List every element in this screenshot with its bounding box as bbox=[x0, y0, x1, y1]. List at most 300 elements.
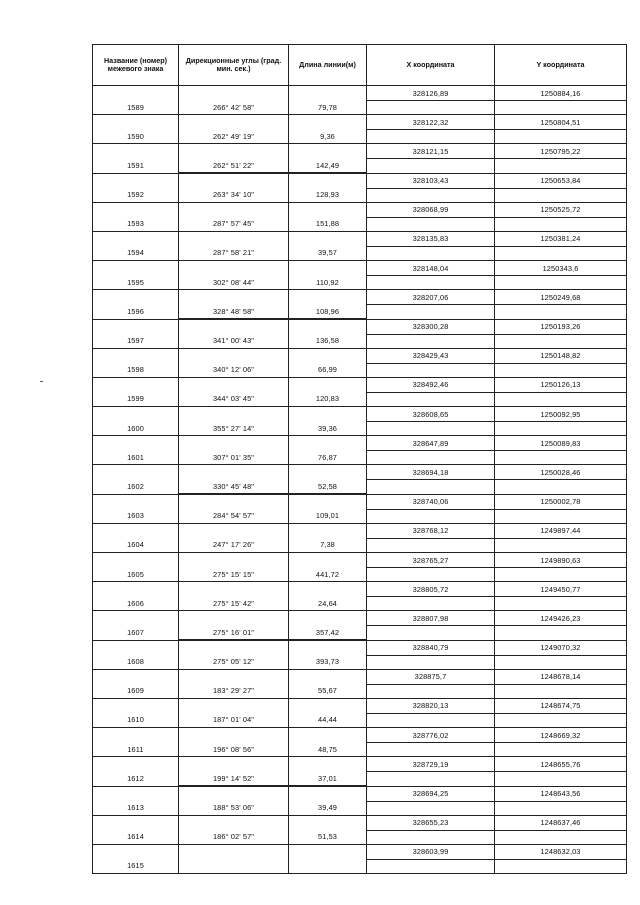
y-coordinate-column-cell bbox=[495, 465, 627, 494]
angle-column-cell bbox=[179, 144, 289, 173]
angle-cell: 247° 17' 26" bbox=[179, 538, 288, 553]
angle-cell: 266° 42' 58" bbox=[179, 100, 288, 115]
length-cell: 9,36 bbox=[289, 129, 366, 144]
table-row bbox=[93, 523, 627, 552]
length-column-cell bbox=[289, 290, 367, 319]
length-column-cell bbox=[289, 523, 367, 552]
point-name-cell: 1609 bbox=[127, 686, 144, 696]
y-coordinate-column-cell bbox=[495, 611, 627, 640]
x-coordinate-column-cell bbox=[367, 115, 495, 144]
table-row bbox=[93, 465, 627, 494]
angle-cell: 328° 48' 58" bbox=[179, 304, 288, 319]
y-coordinate-column-cell bbox=[495, 844, 627, 873]
y-coordinate-column-cell bbox=[495, 523, 627, 552]
point-name-column-cell bbox=[93, 436, 179, 465]
header-name: Название (номер) межевого знака bbox=[93, 45, 179, 86]
point-name-column-cell bbox=[93, 377, 179, 406]
length-cell: 109,01 bbox=[289, 509, 366, 524]
x-coordinate-cell: 328148,04 bbox=[367, 261, 494, 276]
point-name-cell: 1612 bbox=[127, 773, 144, 783]
x-coordinate-column-cell bbox=[367, 290, 495, 319]
x-coordinate-cell: 328875,7 bbox=[367, 670, 494, 685]
x-coordinate-cell: 328805,72 bbox=[367, 582, 494, 597]
point-name-cell: 1600 bbox=[127, 423, 144, 433]
angle-cell: 287° 57' 45" bbox=[179, 217, 288, 232]
table-row bbox=[93, 611, 627, 640]
y-coordinate-column-cell bbox=[495, 173, 627, 202]
angle-column-cell bbox=[179, 348, 289, 377]
x-coordinate-column-cell bbox=[367, 728, 495, 757]
point-name-column-cell bbox=[93, 669, 179, 698]
y-coordinate-column-cell bbox=[495, 786, 627, 815]
length-column-cell bbox=[289, 815, 367, 844]
x-coordinate-cell: 328122,32 bbox=[367, 115, 494, 130]
angle-column-cell bbox=[179, 465, 289, 494]
angle-column-cell bbox=[179, 728, 289, 757]
point-name-cell: 1608 bbox=[127, 657, 144, 667]
point-name-cell: 1613 bbox=[127, 803, 144, 812]
point-name-column-cell bbox=[93, 202, 179, 231]
angle-cell: 287° 58' 21" bbox=[179, 246, 288, 261]
point-name-cell: 1589 bbox=[127, 102, 144, 112]
angle-cell: 188° 53' 06" bbox=[179, 801, 288, 816]
y-coordinate-column-cell bbox=[495, 669, 627, 698]
x-coordinate-cell: 328492,46 bbox=[367, 378, 494, 393]
point-name-cell: 1594 bbox=[127, 248, 144, 258]
x-coordinate-cell: 328694,18 bbox=[367, 465, 494, 480]
angle-cell: 262° 49' 19" bbox=[179, 129, 288, 144]
length-column-cell bbox=[289, 844, 367, 873]
point-name-cell: 1615 bbox=[127, 861, 144, 871]
angle-cell: 275° 05' 12" bbox=[179, 655, 288, 670]
point-name-column-cell bbox=[93, 611, 179, 640]
table-row bbox=[93, 407, 627, 436]
length-column-cell bbox=[289, 640, 367, 669]
y-coordinate-cell: 1248674,75 bbox=[495, 699, 626, 714]
x-coordinate-column-cell bbox=[367, 786, 495, 815]
angle-cell: 330° 45' 48" bbox=[179, 479, 288, 494]
y-coordinate-column-cell bbox=[495, 319, 627, 348]
y-coordinate-column-cell bbox=[495, 815, 627, 844]
table-row bbox=[93, 844, 627, 873]
x-coordinate-column-cell bbox=[367, 348, 495, 377]
y-coordinate-column-cell bbox=[495, 553, 627, 582]
length-cell: 120,83 bbox=[289, 392, 366, 407]
length-column-cell bbox=[289, 728, 367, 757]
x-coordinate-column-cell bbox=[367, 757, 495, 786]
angle-cell: 275° 15' 42" bbox=[179, 596, 288, 611]
point-name-cell: 1591 bbox=[127, 160, 144, 170]
y-coordinate-column-cell bbox=[495, 728, 627, 757]
point-name-column-cell bbox=[93, 290, 179, 319]
header-y: Y координата bbox=[495, 45, 627, 86]
angle-column-cell bbox=[179, 786, 289, 815]
length-column-cell bbox=[289, 582, 367, 611]
x-coordinate-column-cell bbox=[367, 844, 495, 873]
y-coordinate-cell: 1248669,32 bbox=[495, 728, 626, 743]
point-name-cell: 1598 bbox=[127, 365, 144, 375]
angle-column-cell bbox=[179, 582, 289, 611]
x-coordinate-cell: 328300,28 bbox=[367, 320, 494, 335]
length-cell: 51,53 bbox=[289, 830, 366, 845]
angle-cell: 344° 03' 45" bbox=[179, 392, 288, 407]
x-coordinate-cell: 328655,23 bbox=[367, 816, 494, 831]
x-coordinate-cell: 328126,89 bbox=[367, 86, 494, 101]
point-name-cell: 1596 bbox=[127, 306, 144, 316]
y-coordinate-column-cell bbox=[495, 86, 627, 115]
table-row bbox=[93, 728, 627, 757]
x-coordinate-column-cell bbox=[367, 815, 495, 844]
point-name-column-cell bbox=[93, 465, 179, 494]
x-coordinate-cell: 328765,27 bbox=[367, 553, 494, 568]
y-coordinate-cell: 1248632,03 bbox=[495, 845, 626, 860]
x-coordinate-column-cell bbox=[367, 173, 495, 202]
length-column-cell bbox=[289, 261, 367, 290]
point-name-column-cell bbox=[93, 728, 179, 757]
y-coordinate-cell: 1250092,95 bbox=[495, 407, 626, 422]
length-column-cell bbox=[289, 173, 367, 202]
table-body bbox=[93, 86, 627, 874]
angle-column-cell bbox=[179, 290, 289, 319]
length-column-cell bbox=[289, 231, 367, 260]
table-row bbox=[93, 348, 627, 377]
angle-column-cell bbox=[179, 261, 289, 290]
angle-cell: 307° 01' 35" bbox=[179, 450, 288, 465]
x-coordinate-column-cell bbox=[367, 465, 495, 494]
point-name-column-cell bbox=[93, 757, 179, 786]
angle-cell: 199° 14' 52" bbox=[179, 771, 288, 786]
point-name-column-cell bbox=[93, 640, 179, 669]
coordinates-document bbox=[92, 44, 626, 874]
y-coordinate-cell: 1249897,44 bbox=[495, 524, 626, 539]
length-column-cell bbox=[289, 86, 367, 115]
angle-column-cell bbox=[179, 231, 289, 260]
point-name-column-cell bbox=[93, 582, 179, 611]
x-coordinate-column-cell bbox=[367, 640, 495, 669]
length-cell: 76,87 bbox=[289, 450, 366, 465]
y-coordinate-column-cell bbox=[495, 290, 627, 319]
point-name-cell: 1606 bbox=[127, 598, 144, 608]
y-coordinate-cell: 1250884,16 bbox=[495, 86, 626, 101]
point-name-cell: 1607 bbox=[127, 627, 144, 637]
y-coordinate-cell: 1248637,46 bbox=[495, 816, 626, 831]
x-coordinate-cell: 328603,99 bbox=[367, 845, 494, 860]
angle-cell: 302° 08' 44" bbox=[179, 275, 288, 290]
length-cell: 142,49 bbox=[289, 158, 366, 173]
angle-cell: 187° 01' 04" bbox=[179, 713, 288, 728]
point-name-column-cell bbox=[93, 144, 179, 173]
y-coordinate-column-cell bbox=[495, 757, 627, 786]
point-name-column-cell bbox=[93, 319, 179, 348]
table-row bbox=[93, 582, 627, 611]
length-cell: 110,92 bbox=[289, 275, 366, 290]
header-length: Длина линии(м) bbox=[289, 45, 367, 86]
length-column-cell bbox=[289, 115, 367, 144]
y-coordinate-cell: 1250126,13 bbox=[495, 378, 626, 393]
table-row bbox=[93, 436, 627, 465]
x-coordinate-column-cell bbox=[367, 523, 495, 552]
x-coordinate-cell: 328647,89 bbox=[367, 436, 494, 451]
y-coordinate-column-cell bbox=[495, 436, 627, 465]
x-coordinate-column-cell bbox=[367, 582, 495, 611]
length-column-cell bbox=[289, 494, 367, 523]
length-column-cell bbox=[289, 348, 367, 377]
x-coordinate-column-cell bbox=[367, 86, 495, 115]
point-name-column-cell bbox=[93, 844, 179, 873]
y-coordinate-column-cell bbox=[495, 348, 627, 377]
length-cell: 7,38 bbox=[289, 538, 366, 553]
angle-column-cell bbox=[179, 611, 289, 640]
length-column-cell bbox=[289, 786, 367, 815]
point-name-cell: 1602 bbox=[127, 481, 144, 491]
y-coordinate-column-cell bbox=[495, 582, 627, 611]
angle-column-cell bbox=[179, 523, 289, 552]
x-coordinate-cell: 328840,79 bbox=[367, 641, 494, 656]
length-column-cell bbox=[289, 757, 367, 786]
point-name-column-cell bbox=[93, 173, 179, 202]
x-coordinate-column-cell bbox=[367, 261, 495, 290]
x-coordinate-cell: 328135,83 bbox=[367, 232, 494, 247]
angle-cell: 355° 27' 14" bbox=[179, 421, 288, 436]
x-coordinate-cell: 328207,06 bbox=[367, 290, 494, 305]
length-cell: 39,36 bbox=[289, 421, 366, 436]
point-name-column-cell bbox=[93, 698, 179, 727]
y-coordinate-cell: 1250193,26 bbox=[495, 320, 626, 335]
table-header-row bbox=[93, 45, 627, 86]
angle-cell: 263° 34' 10" bbox=[179, 188, 288, 203]
x-coordinate-cell: 328729,19 bbox=[367, 757, 494, 772]
point-name-cell: 1599 bbox=[127, 394, 144, 404]
length-cell: 52,58 bbox=[289, 479, 366, 494]
length-cell: 357,42 bbox=[289, 625, 366, 640]
table-row bbox=[93, 698, 627, 727]
y-coordinate-cell: 1250343,6 bbox=[495, 261, 626, 276]
x-coordinate-column-cell bbox=[367, 319, 495, 348]
x-coordinate-cell: 328121,15 bbox=[367, 144, 494, 159]
x-coordinate-cell: 328103,43 bbox=[367, 174, 494, 189]
table-row bbox=[93, 202, 627, 231]
y-coordinate-cell: 1250148,82 bbox=[495, 349, 626, 364]
x-coordinate-column-cell bbox=[367, 202, 495, 231]
length-cell: 55,67 bbox=[289, 684, 366, 699]
y-coordinate-cell: 1250028,46 bbox=[495, 465, 626, 480]
y-coordinate-cell: 1250795,22 bbox=[495, 144, 626, 159]
point-name-cell: 1593 bbox=[127, 219, 144, 229]
angle-cell: 275° 15' 15" bbox=[179, 567, 288, 582]
angle-column-cell bbox=[179, 553, 289, 582]
angle-cell: 275° 16' 01" bbox=[179, 625, 288, 640]
length-cell: 24,64 bbox=[289, 596, 366, 611]
table-row bbox=[93, 553, 627, 582]
y-coordinate-column-cell bbox=[495, 144, 627, 173]
x-coordinate-column-cell bbox=[367, 407, 495, 436]
length-cell: 48,75 bbox=[289, 742, 366, 757]
y-coordinate-cell: 1248655,76 bbox=[495, 757, 626, 772]
x-coordinate-column-cell bbox=[367, 144, 495, 173]
x-coordinate-cell: 328608,65 bbox=[367, 407, 494, 422]
angle-column-cell bbox=[179, 407, 289, 436]
table-row bbox=[93, 290, 627, 319]
point-name-cell: 1611 bbox=[127, 744, 144, 754]
point-name-column-cell bbox=[93, 523, 179, 552]
x-coordinate-column-cell bbox=[367, 669, 495, 698]
x-coordinate-column-cell bbox=[367, 377, 495, 406]
table-row bbox=[93, 786, 627, 815]
length-column-cell bbox=[289, 611, 367, 640]
point-name-cell: 1597 bbox=[127, 336, 144, 345]
length-column-cell bbox=[289, 144, 367, 173]
length-cell: 39,57 bbox=[289, 246, 366, 261]
point-name-column-cell bbox=[93, 115, 179, 144]
x-coordinate-column-cell bbox=[367, 553, 495, 582]
length-cell: 393,73 bbox=[289, 655, 366, 670]
angle-cell: 183° 29' 27" bbox=[179, 684, 288, 699]
angle-column-cell bbox=[179, 844, 289, 873]
angle-column-cell bbox=[179, 202, 289, 231]
y-coordinate-cell: 1250381,24 bbox=[495, 232, 626, 247]
y-coordinate-column-cell bbox=[495, 261, 627, 290]
y-coordinate-cell: 1250002,78 bbox=[495, 495, 626, 510]
point-name-cell: 1601 bbox=[127, 452, 144, 462]
angle-column-cell bbox=[179, 494, 289, 523]
x-coordinate-column-cell bbox=[367, 698, 495, 727]
angle-cell: 341° 00' 43" bbox=[179, 334, 288, 349]
point-name-cell: 1590 bbox=[127, 131, 144, 141]
table-row bbox=[93, 261, 627, 290]
point-name-column-cell bbox=[93, 407, 179, 436]
table-row bbox=[93, 757, 627, 786]
point-name-column-cell bbox=[93, 553, 179, 582]
y-coordinate-cell: 1250525,72 bbox=[495, 203, 626, 218]
length-column-cell bbox=[289, 698, 367, 727]
x-coordinate-cell: 328776,02 bbox=[367, 728, 494, 743]
length-cell: 136,58 bbox=[289, 334, 366, 349]
y-coordinate-column-cell bbox=[495, 640, 627, 669]
angle-column-cell bbox=[179, 669, 289, 698]
y-coordinate-cell: 1250653,84 bbox=[495, 174, 626, 189]
table-row bbox=[93, 319, 627, 348]
length-column-cell bbox=[289, 319, 367, 348]
header-angle: Дирекционные углы (град. мин. сек.) bbox=[179, 45, 289, 86]
angle-cell: 262° 51' 22" bbox=[179, 158, 288, 173]
x-coordinate-cell: 328807,98 bbox=[367, 611, 494, 626]
angle-column-cell bbox=[179, 319, 289, 348]
x-coordinate-column-cell bbox=[367, 611, 495, 640]
x-coordinate-column-cell bbox=[367, 494, 495, 523]
point-name-cell: 1592 bbox=[127, 190, 144, 200]
y-coordinate-cell: 1249426,23 bbox=[495, 611, 626, 626]
y-coordinate-cell: 1249450,77 bbox=[495, 582, 626, 597]
table-row bbox=[93, 173, 627, 202]
x-coordinate-cell: 328068,99 bbox=[367, 203, 494, 218]
angle-column-cell bbox=[179, 640, 289, 669]
length-column-cell bbox=[289, 669, 367, 698]
angle-cell: 196° 08' 56" bbox=[179, 742, 288, 757]
angle-column-cell bbox=[179, 377, 289, 406]
y-coordinate-cell: 1249890,63 bbox=[495, 553, 626, 568]
length-column-cell bbox=[289, 465, 367, 494]
length-cell: 39,49 bbox=[289, 801, 366, 816]
length-column-cell bbox=[289, 202, 367, 231]
angle-column-cell bbox=[179, 698, 289, 727]
length-column-cell bbox=[289, 436, 367, 465]
table-row bbox=[93, 640, 627, 669]
coordinates-table bbox=[92, 44, 627, 874]
y-coordinate-cell: 1250249,68 bbox=[495, 290, 626, 305]
length-cell: 108,96 bbox=[289, 304, 366, 319]
point-name-cell: 1595 bbox=[127, 277, 144, 287]
angle-column-cell bbox=[179, 173, 289, 202]
scan-speck bbox=[40, 381, 43, 382]
y-coordinate-cell: 1249070,32 bbox=[495, 641, 626, 656]
table-row bbox=[93, 377, 627, 406]
angle-cell: 186° 02' 57" bbox=[179, 830, 288, 845]
x-coordinate-cell: 328820,13 bbox=[367, 699, 494, 714]
y-coordinate-cell: 1250804,51 bbox=[495, 115, 626, 130]
y-coordinate-column-cell bbox=[495, 698, 627, 727]
length-cell: 151,88 bbox=[289, 217, 366, 232]
length-cell: 66,99 bbox=[289, 363, 366, 378]
point-name-cell: 1605 bbox=[127, 569, 144, 579]
y-coordinate-cell: 1248643,56 bbox=[495, 787, 626, 802]
y-coordinate-column-cell bbox=[495, 377, 627, 406]
x-coordinate-column-cell bbox=[367, 231, 495, 260]
length-cell: 44,44 bbox=[289, 713, 366, 728]
x-coordinate-cell: 328694,25 bbox=[367, 787, 494, 802]
x-coordinate-cell: 328740,06 bbox=[367, 495, 494, 510]
length-column-cell bbox=[289, 553, 367, 582]
table-row bbox=[93, 86, 627, 115]
point-name-column-cell bbox=[93, 786, 179, 815]
table-row bbox=[93, 115, 627, 144]
x-coordinate-cell: 328429,43 bbox=[367, 349, 494, 364]
y-coordinate-column-cell bbox=[495, 202, 627, 231]
x-coordinate-cell: 328768,12 bbox=[367, 524, 494, 539]
y-coordinate-column-cell bbox=[495, 231, 627, 260]
point-name-cell: 1604 bbox=[127, 540, 144, 550]
length-cell: 79,78 bbox=[289, 100, 366, 115]
table-row bbox=[93, 494, 627, 523]
table-row bbox=[93, 669, 627, 698]
angle-column-cell bbox=[179, 115, 289, 144]
point-name-column-cell bbox=[93, 261, 179, 290]
length-column-cell bbox=[289, 407, 367, 436]
y-coordinate-cell: 1248678,14 bbox=[495, 670, 626, 685]
x-coordinate-column-cell bbox=[367, 436, 495, 465]
length-cell: 441,72 bbox=[289, 567, 366, 582]
point-name-column-cell bbox=[93, 86, 179, 115]
y-coordinate-column-cell bbox=[495, 407, 627, 436]
table-row bbox=[93, 231, 627, 260]
length-cell: 128,93 bbox=[289, 188, 366, 203]
y-coordinate-column-cell bbox=[495, 115, 627, 144]
header-x: X координата bbox=[367, 45, 495, 86]
y-coordinate-cell: 1250089,83 bbox=[495, 436, 626, 451]
angle-cell: 340° 12' 06" bbox=[179, 363, 288, 378]
point-name-column-cell bbox=[93, 231, 179, 260]
angle-column-cell bbox=[179, 86, 289, 115]
angle-column-cell bbox=[179, 436, 289, 465]
point-name-cell: 1603 bbox=[127, 511, 144, 521]
point-name-column-cell bbox=[93, 348, 179, 377]
angle-cell: 284° 54' 57" bbox=[179, 509, 288, 524]
y-coordinate-column-cell bbox=[495, 494, 627, 523]
point-name-column-cell bbox=[93, 815, 179, 844]
length-column-cell bbox=[289, 377, 367, 406]
angle-column-cell bbox=[179, 815, 289, 844]
point-name-cell: 1610 bbox=[127, 715, 144, 725]
length-cell: 37,01 bbox=[289, 771, 366, 786]
